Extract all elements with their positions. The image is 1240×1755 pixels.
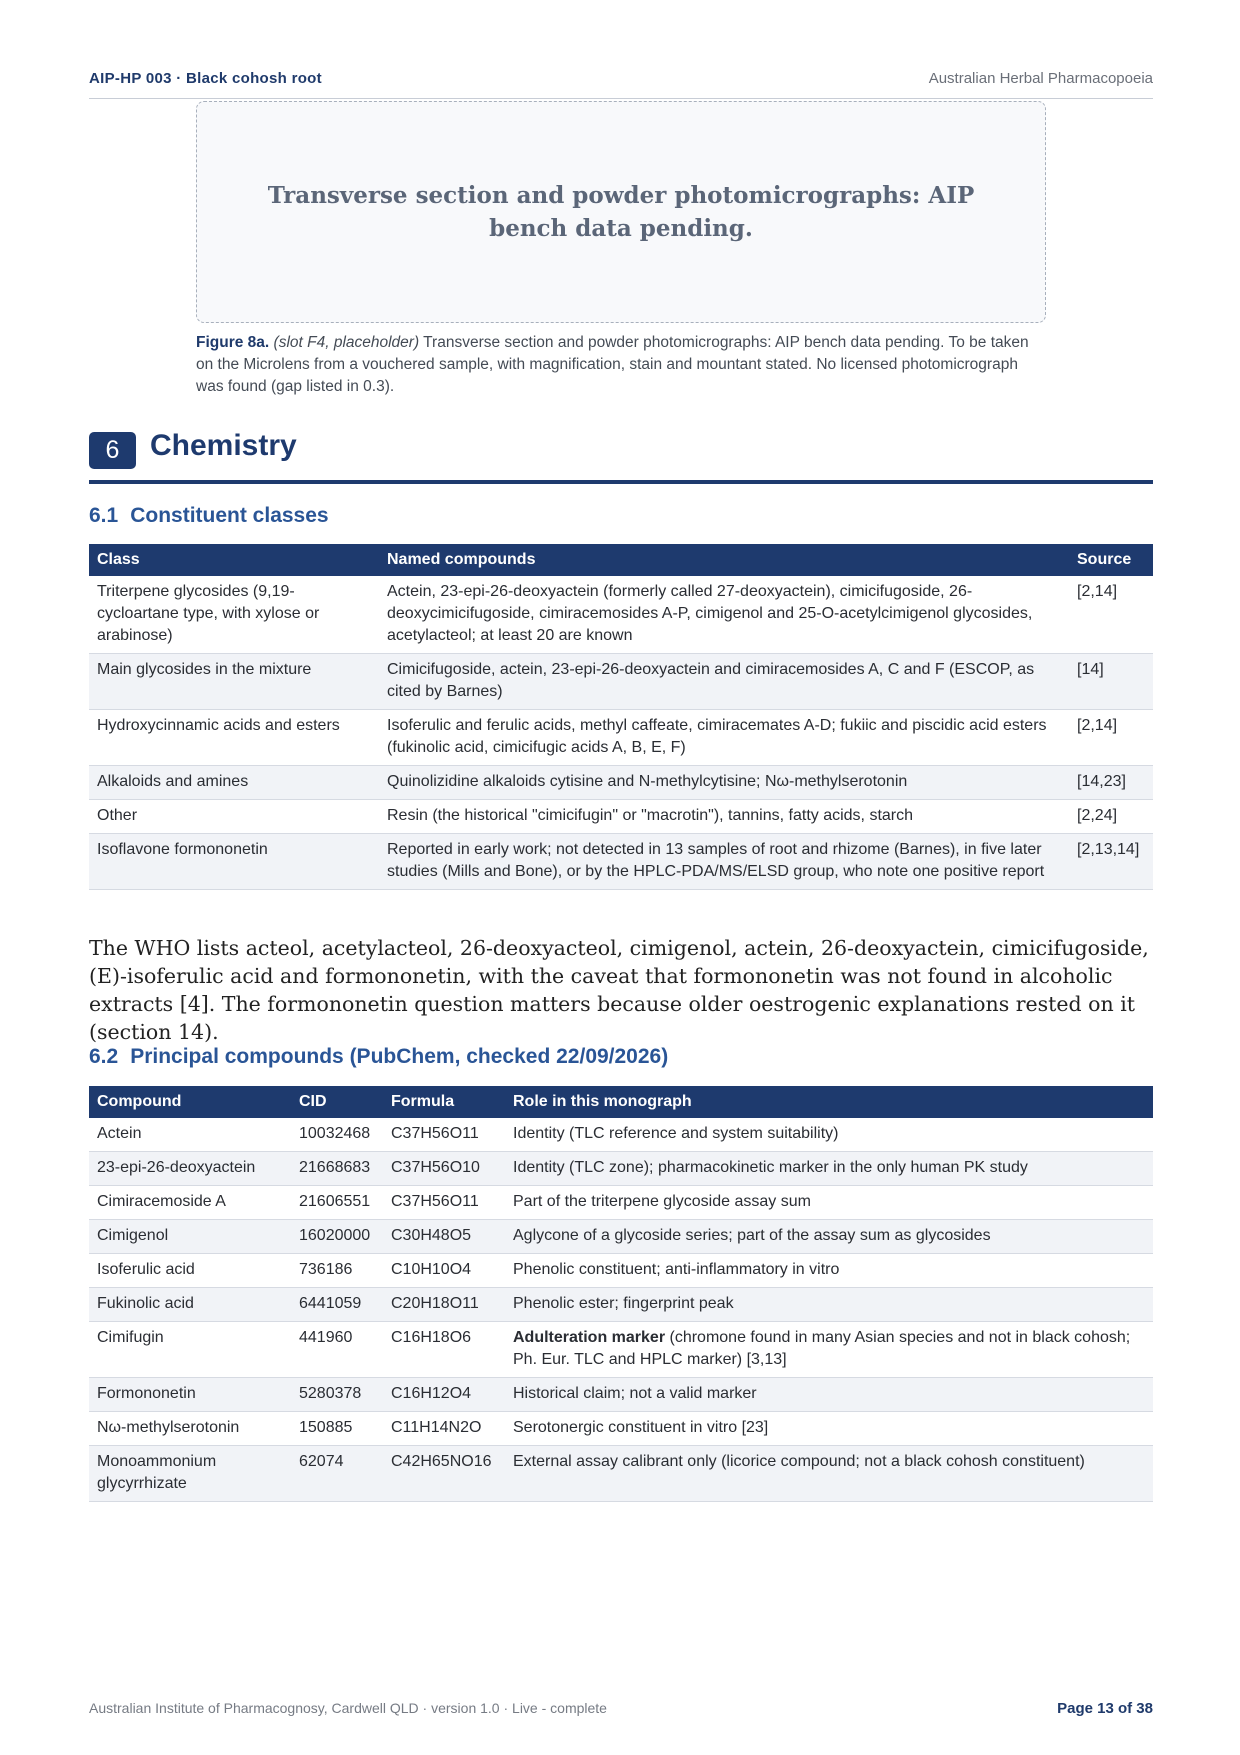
table-row — [89, 1118, 1153, 1152]
table-cell-role: External assay calibrant only (licorice compound; not a black cohosh constituent) — [505, 1446, 1153, 1502]
table-row — [89, 1186, 1153, 1220]
table-cell-compound: Cimiracemoside A — [89, 1186, 291, 1220]
who-paragraph: The WHO lists acteol, acetylacteol, 26-deoxyacteol, cimigenol, actein, 26-deoxyactein, cimicifugoside, (E)-isoferulic acid and formononetin, with the caveat that formononetin was not found in alcoholic extracts [4]. The formononetin question matters because older oestrogenic explanations rested on it (section 14). — [89, 936, 1149, 1044]
table-cell-class: Other — [89, 800, 379, 834]
column-header: CID — [291, 1086, 383, 1118]
table-row — [89, 1378, 1153, 1412]
table-cell-compound: Formononetin — [89, 1378, 291, 1412]
table-cell-formula: C30H48O5 — [383, 1220, 505, 1254]
table-cell-source: [14] — [1069, 654, 1153, 710]
table-cell-class: Alkaloids and amines — [89, 766, 379, 800]
figure-placeholder — [196, 101, 1046, 323]
table-cell-formula: C16H12O4 — [383, 1378, 505, 1412]
table-row — [89, 1254, 1153, 1288]
figure-caption-label: Figure 8a. — [196, 334, 270, 351]
column-header: Class — [89, 544, 379, 576]
column-header: Formula — [383, 1086, 505, 1118]
table-row — [89, 1412, 1153, 1446]
page-number: Page 13 of 38 — [1057, 1700, 1153, 1717]
figure-caption-slot: (slot F4, placeholder) — [273, 334, 420, 351]
table-cell-formula: C16H18O6 — [383, 1322, 505, 1378]
table-cell-formula: C10H10O4 — [383, 1254, 505, 1288]
role-emphasis: Adulteration marker — [513, 1329, 666, 1346]
table-cell-cid: 5280378 — [291, 1378, 383, 1412]
table-cell-source: [2,24] — [1069, 800, 1153, 834]
table-row — [89, 710, 1153, 766]
figure-caption-text: Transverse section and powder photomicrographs: AIP bench data pending. To be taken on the Microlens from a vouchered sample, with magnification, stain and mountant stated. No licensed photomicrograph was found (gap listed in 0.3). — [196, 334, 1029, 395]
table-row — [89, 766, 1153, 800]
table-row — [89, 1446, 1153, 1502]
table-cell-cid: 16020000 — [291, 1220, 383, 1254]
table-row — [89, 834, 1153, 890]
constituent-classes-table — [89, 544, 1153, 890]
table-cell-cid: 441960 — [291, 1322, 383, 1378]
table-header-row — [89, 544, 1153, 576]
table-cell-compound: Actein — [89, 1118, 291, 1152]
table-cell-source: [14,23] — [1069, 766, 1153, 800]
table-cell-class: Triterpene glycosides (9,19-cycloartane type, with xylose or arabinose) — [89, 576, 379, 654]
header-doc-id: AIP-HP 003 · Black cohosh root — [89, 70, 322, 87]
document-page — [89, 0, 1153, 1755]
section-number: 6.1 — [89, 504, 119, 527]
table-cell-role: Identity (TLC zone); pharmacokinetic marker in the only human PK study — [505, 1152, 1153, 1186]
table-row — [89, 654, 1153, 710]
figure-placeholder-text: Transverse section and powder photomicrographs: AIP bench data pending. — [267, 182, 975, 242]
table-header-row — [89, 1086, 1153, 1118]
table-cell-class: Main glycosides in the mixture — [89, 654, 379, 710]
table-cell-compound: Fukinolic acid — [89, 1288, 291, 1322]
footer-institution: Australian Institute of Pharmacognosy, Cardwell QLD · version 1.0 · Live - complete — [89, 1700, 607, 1716]
column-header: Compound — [89, 1086, 291, 1118]
table-cell-role — [505, 1322, 1153, 1378]
column-header: Role in this monograph — [505, 1086, 1153, 1118]
table-cell-compound: Monoammonium glycyrrhizate — [89, 1446, 291, 1502]
section-title: Principal compounds (PubChem, checked 22/09/2026) — [130, 1045, 669, 1068]
table-cell-source: [2,14] — [1069, 710, 1153, 766]
section-heading-6-1 — [89, 504, 329, 528]
table-cell-source: [2,14] — [1069, 576, 1153, 654]
table-row — [89, 1288, 1153, 1322]
chapter-title: Chemistry — [150, 429, 297, 462]
table-cell-compounds: Isoferulic and ferulic acids, methyl caffeate, cimiracemates A-D; fukiic and piscidic acid esters (fukinolic acid, cimicifugic acids A, B, E, F) — [379, 710, 1069, 766]
figure-caption — [196, 332, 1046, 398]
table-cell-source: [2,13,14] — [1069, 834, 1153, 890]
role-text: (chromone found in many Asian species and not in black cohosh; Ph. Eur. TLC and HPLC marker) [3,13] — [513, 1329, 1131, 1368]
table-cell-compound: Nω-methylserotonin — [89, 1412, 291, 1446]
table-cell-compounds: Reported in early work; not detected in 13 samples of root and rhizome (Barnes), in five later studies (Mills and Bone), or by the HPLC-PDA/MS/ELSD group, who note one positive report — [379, 834, 1069, 890]
table-cell-role: Identity (TLC reference and system suitability) — [505, 1118, 1153, 1152]
chapter-heading — [89, 429, 1153, 484]
table-cell-formula: C37H56O11 — [383, 1118, 505, 1152]
table-cell-compound: Cimifugin — [89, 1322, 291, 1378]
table-cell-cid: 62074 — [291, 1446, 383, 1502]
section-number: 6.2 — [89, 1045, 119, 1068]
principal-compounds-table — [89, 1086, 1153, 1502]
table-cell-cid: 21668683 — [291, 1152, 383, 1186]
table-cell-role: Phenolic ester; fingerprint peak — [505, 1288, 1153, 1322]
table-cell-compound: 23-epi-26-deoxyactein — [89, 1152, 291, 1186]
table-row — [89, 800, 1153, 834]
table-cell-compound: Cimigenol — [89, 1220, 291, 1254]
table-cell-formula: C37H56O11 — [383, 1186, 505, 1220]
running-header — [89, 70, 1153, 99]
table-cell-cid: 150885 — [291, 1412, 383, 1446]
table-cell-compounds: Resin (the historical "cimicifugin" or "macrotin"), tannins, fatty acids, starch — [379, 800, 1069, 834]
table-cell-compounds: Quinolizidine alkaloids cytisine and N-methylcytisine; Nω-methylserotonin — [379, 766, 1069, 800]
table-cell-cid: 21606551 — [291, 1186, 383, 1220]
table-cell-role: Historical claim; not a valid marker — [505, 1378, 1153, 1412]
table-row — [89, 1220, 1153, 1254]
table-row — [89, 576, 1153, 654]
table-cell-compound: Isoferulic acid — [89, 1254, 291, 1288]
header-publication: Australian Herbal Pharmacopoeia — [928, 70, 1153, 87]
table-cell-formula: C37H56O10 — [383, 1152, 505, 1186]
chapter-number: 6 — [89, 432, 136, 469]
table-cell-role: Part of the triterpene glycoside assay sum — [505, 1186, 1153, 1220]
table-cell-formula: C11H14N2O — [383, 1412, 505, 1446]
table-cell-role: Aglycone of a glycoside series; part of the assay sum as glycosides — [505, 1220, 1153, 1254]
table-cell-cid: 10032468 — [291, 1118, 383, 1152]
table-cell-compounds: Cimicifugoside, actein, 23-epi-26-deoxyactein and cimiracemosides A, C and F (ESCOP, as cited by Barnes) — [379, 654, 1069, 710]
section-heading-6-2 — [89, 1045, 668, 1069]
table-cell-formula: C20H18O11 — [383, 1288, 505, 1322]
table-row — [89, 1152, 1153, 1186]
table-cell-role: Serotonergic constituent in vitro [23] — [505, 1412, 1153, 1446]
table-cell-formula: C42H65NO16 — [383, 1446, 505, 1502]
table-cell-class: Hydroxycinnamic acids and esters — [89, 710, 379, 766]
column-header: Named compounds — [379, 544, 1069, 576]
table-row — [89, 1322, 1153, 1378]
section-title: Constituent classes — [130, 504, 329, 527]
table-cell-cid: 736186 — [291, 1254, 383, 1288]
table-cell-class: Isoflavone formononetin — [89, 834, 379, 890]
table-cell-compounds: Actein, 23-epi-26-deoxyactein (formerly called 27-deoxyactein), cimicifugoside, 26-deoxycimicifugoside, cimiracemosides A-P, cimigenol and 25-O-acetylcimigenol glycosides, acetylacteol; at least 20 are known — [379, 576, 1069, 654]
table-cell-cid: 6441059 — [291, 1288, 383, 1322]
table-cell-role: Phenolic constituent; anti-inflammatory in vitro — [505, 1254, 1153, 1288]
column-header: Source — [1069, 544, 1153, 576]
